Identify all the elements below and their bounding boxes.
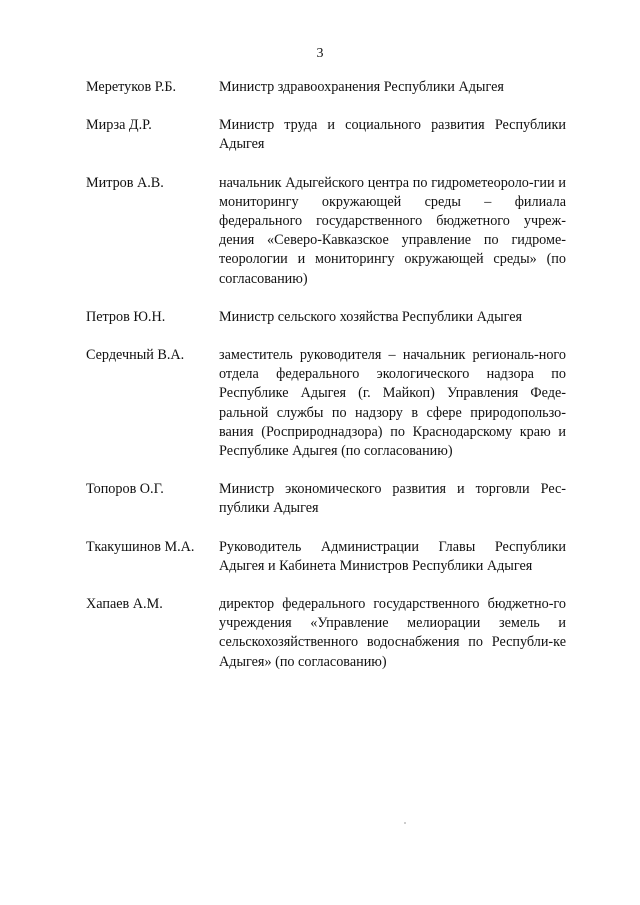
list-item [86,174,566,289]
list-item [86,78,566,97]
member-name: Митров А.В. [86,174,164,191]
member-name: Сердечный В.А. [86,347,185,364]
member-position: директор федерального государственного бюджетно-го учреждения «Управление мелиорации земель и сельскохозяйственного водоснабжения по Республи-ке Адыгея» (по согласованию) [219,596,566,670]
page-number: 3 [316,46,324,61]
scan-speck [404,822,406,824]
list-item [86,116,566,154]
member-position: Министр экономического развития и торговли Рес-публики Адыгея [219,481,566,517]
member-name: Меретуков Р.Б. [86,79,177,95]
list-item [86,346,566,461]
member-name: Хапаев А.М. [86,596,163,613]
member-position: Министр сельского хозяйства Республики Адыгея [219,308,523,325]
list-item [86,308,566,327]
member-name: Топоров О.Г. [86,481,164,498]
member-position: Министр здравоохранения Республики Адыгея [219,79,504,95]
member-position: Руководитель Администрации Главы Республики Адыгея и Кабинета Министров Республики Адыгея [219,538,566,574]
member-name: Мирза Д.Р. [86,117,152,134]
list-item [86,538,566,576]
members-list [86,78,566,691]
member-name: Петров Ю.Н. [86,308,166,325]
member-position: Министр труда и социального развития Республики Адыгея [219,117,566,153]
list-item [86,480,566,518]
member-position: начальник Адыгейского центра по гидрометеороло-гии и мониторингу окружающей среды – филиала федерального государственного бюджетного учреж-дения «Северо-Кавказское управление по гидроме-теорологии и мониторингу окружающей среды» (по согласованию) [219,174,566,287]
member-position: заместитель руководителя – начальник региональ-ного отдела федерального экологического надзора по Республике Адыгея (г. Майкоп) Управления Феде-ральной службы по надзору в сфере природопользо-вания (Росприроднадзора) по Краснодарскому краю и Республике Адыгея (по согласованию) [219,347,566,460]
list-item [86,595,566,672]
member-name: Ткакушинов М.А. [86,538,195,555]
